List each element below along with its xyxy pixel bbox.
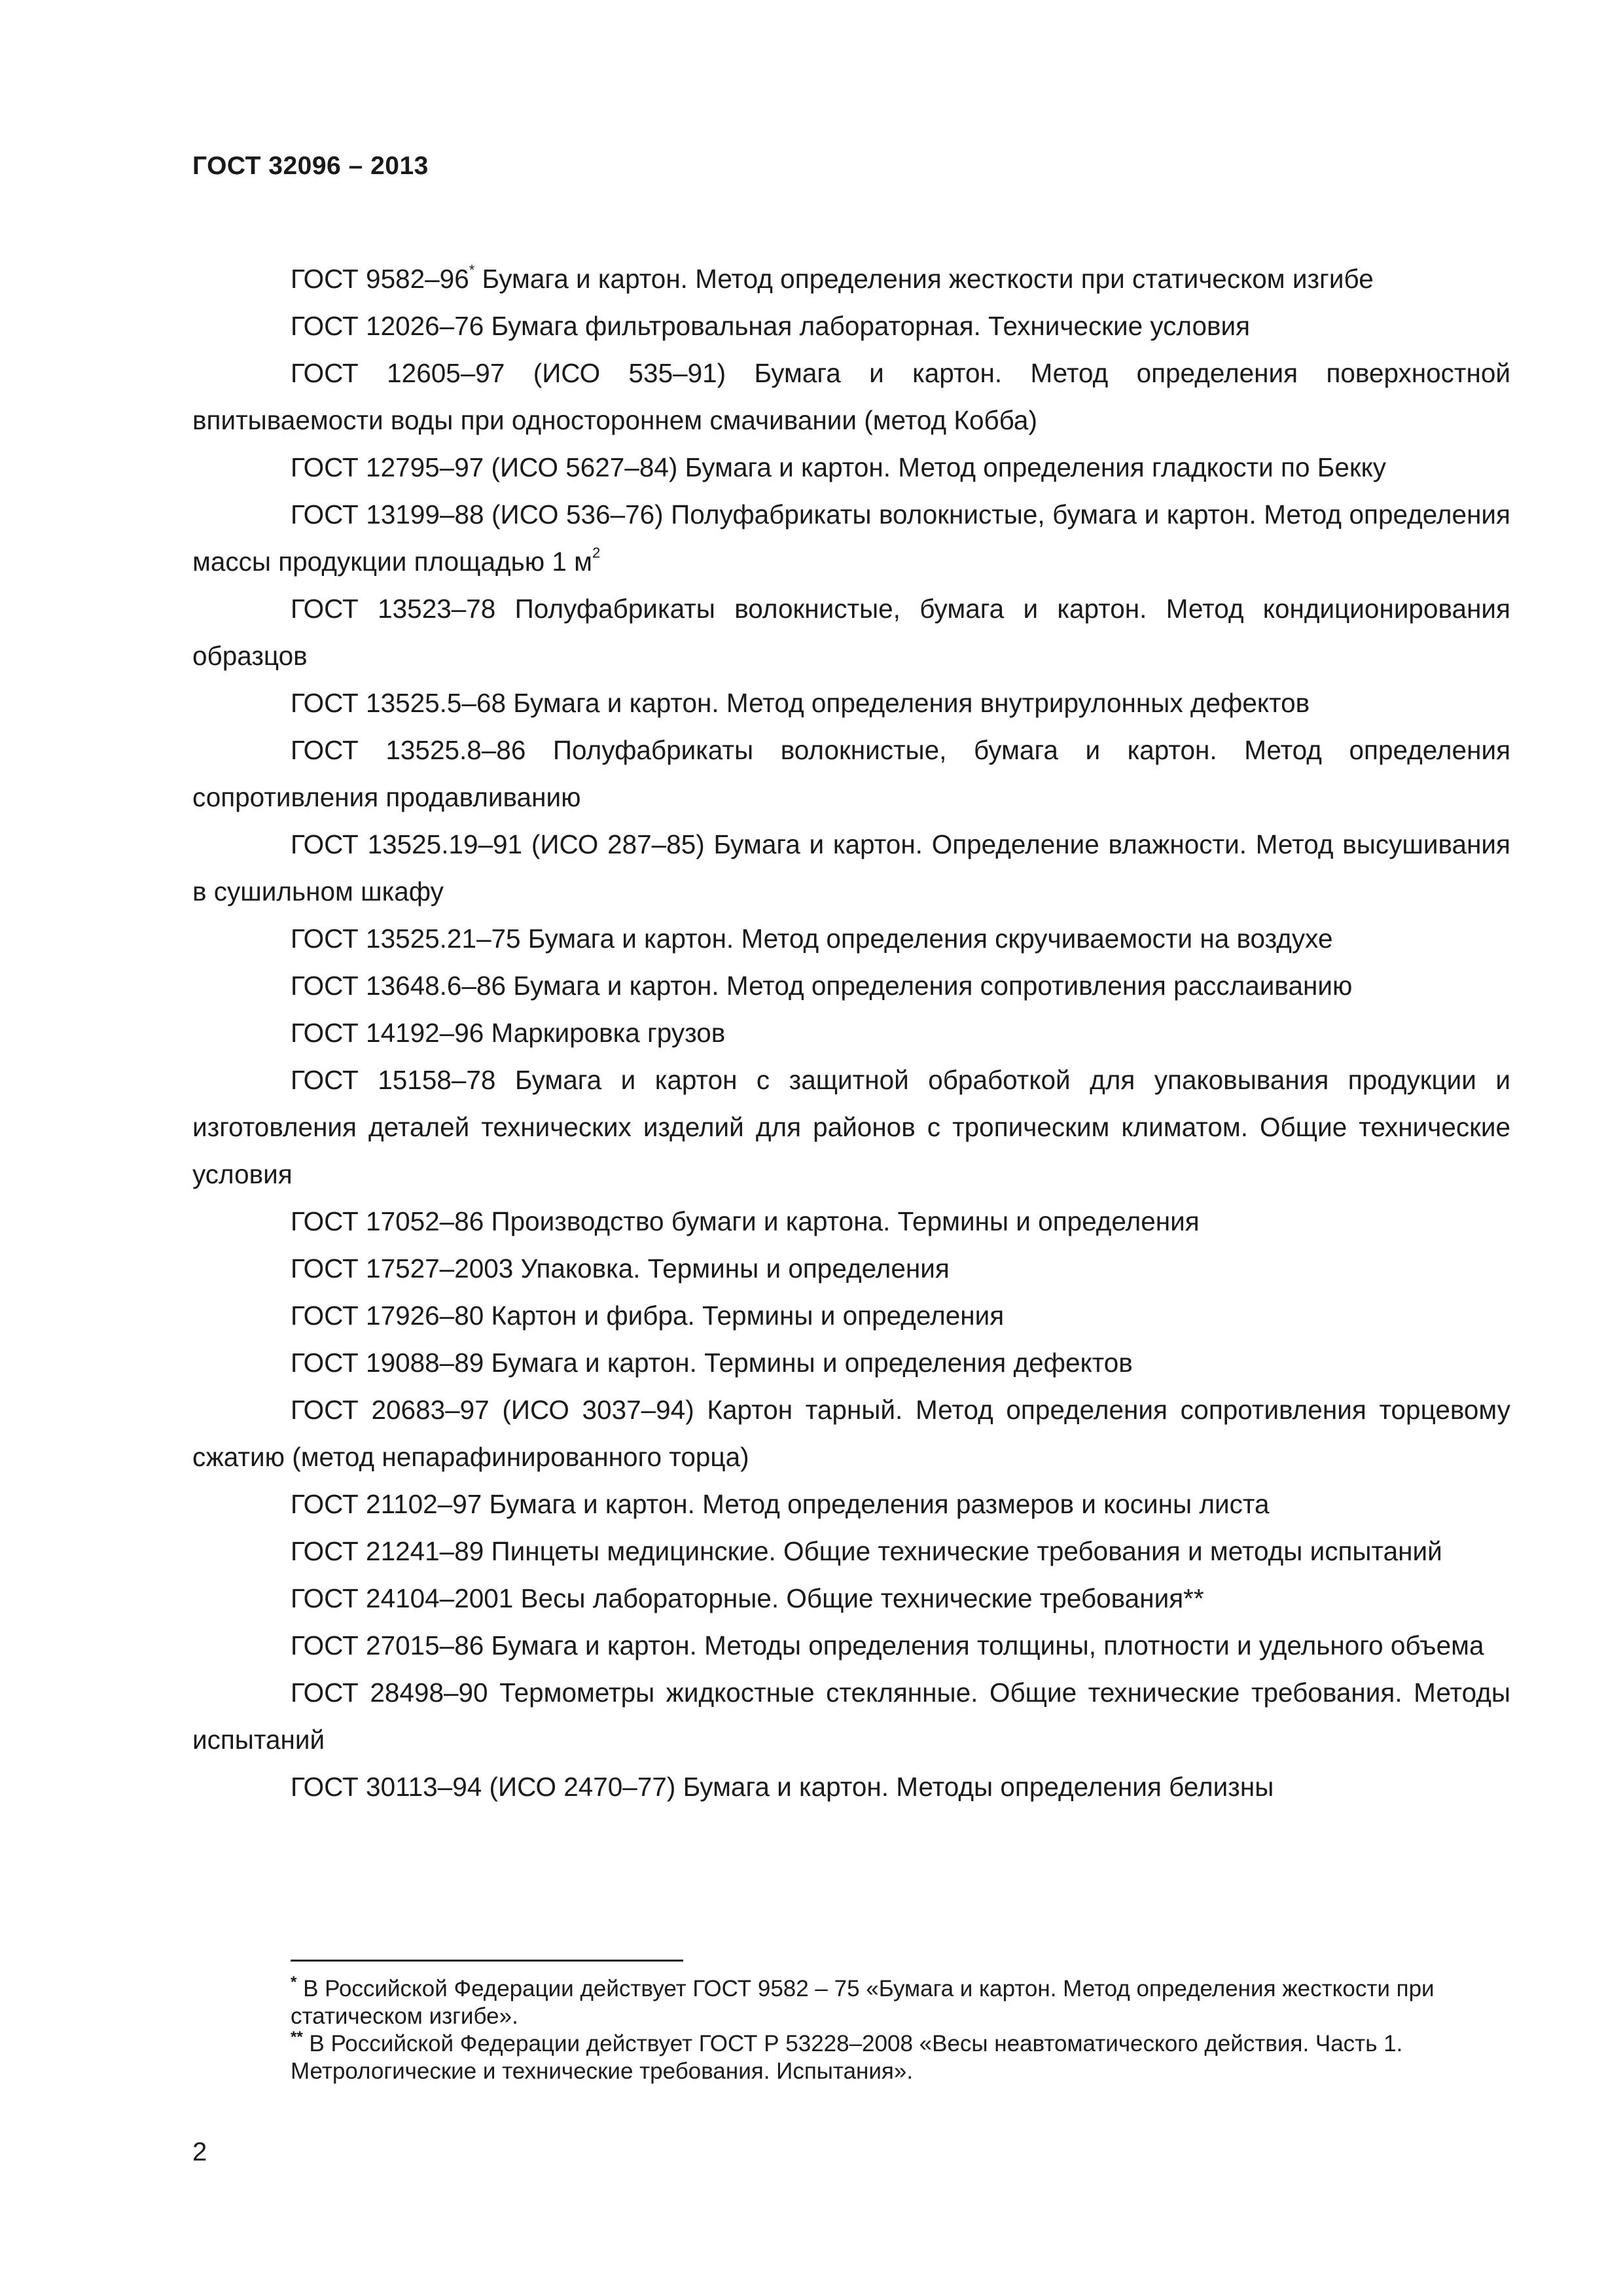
reference-text: ГОСТ 14192–96 Маркировка грузов xyxy=(291,1018,726,1048)
reference-item xyxy=(192,1528,1510,1575)
reference-item xyxy=(192,915,1510,962)
reference-text: ГОСТ 28498–90 Термометры жидкостные стеклянные. Общие технические требования. Методы испытаний xyxy=(192,1677,1510,1755)
reference-item xyxy=(192,255,1510,302)
reference-text: ГОСТ 17926–80 Картон и фибра. Термины и определения xyxy=(291,1300,1005,1331)
reference-item xyxy=(192,1763,1510,1810)
footnote-marker: * xyxy=(291,1973,297,1991)
reference-text: ГОСТ 17527–2003 Упаковка. Термины и определения xyxy=(291,1253,950,1283)
reference-text: ГОСТ 19088–89 Бумага и картон. Термины и определения дефектов xyxy=(291,1348,1133,1378)
reference-text: ГОСТ 13525.19–91 (ИСО 287–85) Бумага и картон. Определение влажности. Метод высушивания в сушильном шкафу xyxy=(192,829,1510,906)
reference-item xyxy=(192,726,1510,821)
reference-text: ГОСТ 27015–86 Бумага и картон. Методы определения толщины, плотности и удельного объема xyxy=(291,1630,1484,1660)
reference-text: ГОСТ 13523–78 Полуфабрикаты волокнистые, бумага и картон. Метод кондиционирования образцов xyxy=(192,594,1510,671)
reference-item xyxy=(192,962,1510,1009)
reference-text: ГОСТ 13199–88 (ИСО 536–76) Полуфабрикаты волокнистые, бумага и картон. Метод определения массы продукции площадью 1 м xyxy=(192,499,1510,577)
reference-text: ГОСТ 13525.5–68 Бумага и картон. Метод определения внутрирулонных дефектов xyxy=(291,688,1310,718)
reference-item xyxy=(192,1245,1510,1292)
reference-text: ГОСТ 15158–78 Бумага и картон с защитной обработкой для упаковывания продукции и изготовления деталей технических изделий для районов с тропическим климатом. Общие технические условия xyxy=(192,1065,1510,1189)
reference-item xyxy=(192,444,1510,491)
reference-item xyxy=(192,1198,1510,1245)
reference-item xyxy=(192,585,1510,679)
footnote-marker: ** xyxy=(291,2028,303,2046)
reference-text: ГОСТ 12795–97 (ИСО 5627–84) Бумага и картон. Метод определения гладкости по Бекку xyxy=(291,452,1386,482)
reference-item xyxy=(192,1339,1510,1386)
reference-text: ГОСТ 9582–96 xyxy=(291,264,469,294)
reference-text: ГОСТ 30113–94 (ИСО 2470–77) Бумага и картон. Методы определения белизны xyxy=(291,1772,1274,1802)
footnotes xyxy=(291,1975,1510,2085)
footnote-text: В Российской Федерации действует ГОСТ Р 53228–2008 «Весы неавтоматического действия. Часть 1. Метрологические и технические требования. Испытания». xyxy=(291,2031,1403,2084)
reference-text: ГОСТ 12605–97 (ИСО 535–91) Бумага и картон. Метод определения поверхностной впитываемости воды при одностороннем смачивании (метод Кобба) xyxy=(192,358,1510,435)
reference-item xyxy=(192,1622,1510,1669)
reference-text: ГОСТ 24104–2001 Весы лабораторные. Общие технические требования** xyxy=(291,1583,1204,1613)
reference-text: ГОСТ 13525.21–75 Бумага и картон. Метод определения скручиваемости на воздухе xyxy=(291,924,1333,954)
reference-text: ГОСТ 13648.6–86 Бумага и картон. Метод определения сопротивления расслаиванию xyxy=(291,971,1353,1001)
reference-item xyxy=(192,1386,1510,1480)
reference-text-tail: Бумага и картон. Метод определения жесткости при статическом изгибе xyxy=(474,264,1374,294)
reference-item xyxy=(192,821,1510,915)
reference-item xyxy=(192,1575,1510,1622)
footnote-text: В Российской Федерации действует ГОСТ 9582 – 75 «Бумага и картон. Метод определения жесткости при статическом изгибе». xyxy=(291,1976,1435,2029)
reference-item xyxy=(192,1009,1510,1056)
footnote-item xyxy=(291,2030,1510,2085)
reference-item xyxy=(192,1056,1510,1198)
reference-item xyxy=(192,1292,1510,1339)
footnote-separator xyxy=(291,1960,683,1962)
reference-text: ГОСТ 20683–97 (ИСО 3037–94) Картон тарный. Метод определения сопротивления торцевому сжатию (метод непарафинированного торца) xyxy=(192,1395,1510,1472)
reference-text: ГОСТ 13525.8–86 Полуфабрикаты волокнистые, бумага и картон. Метод определения сопротивления продавливанию xyxy=(192,735,1510,812)
page-header: ГОСТ 32096 – 2013 xyxy=(192,152,429,180)
reference-text: ГОСТ 21102–97 Бумага и картон. Метод определения размеров и косины листа xyxy=(291,1489,1270,1519)
reference-item xyxy=(192,350,1510,444)
page-number: 2 xyxy=(192,2138,207,2166)
footnote-item xyxy=(291,1975,1510,2030)
reference-item xyxy=(192,1480,1510,1528)
superscript-exponent: 2 xyxy=(592,545,601,561)
reference-item xyxy=(192,1669,1510,1763)
references-list xyxy=(192,255,1510,1810)
reference-text: ГОСТ 17052–86 Производство бумаги и картона. Термины и определения xyxy=(291,1206,1200,1236)
reference-item xyxy=(192,302,1510,350)
reference-text: ГОСТ 21241–89 Пинцеты медицинские. Общие технические требования и методы испытаний xyxy=(291,1536,1442,1566)
reference-text: ГОСТ 12026–76 Бумага фильтровальная лабораторная. Технические условия xyxy=(291,311,1251,341)
footnote-marker: * xyxy=(469,262,475,278)
reference-item xyxy=(192,491,1510,585)
reference-item xyxy=(192,679,1510,726)
